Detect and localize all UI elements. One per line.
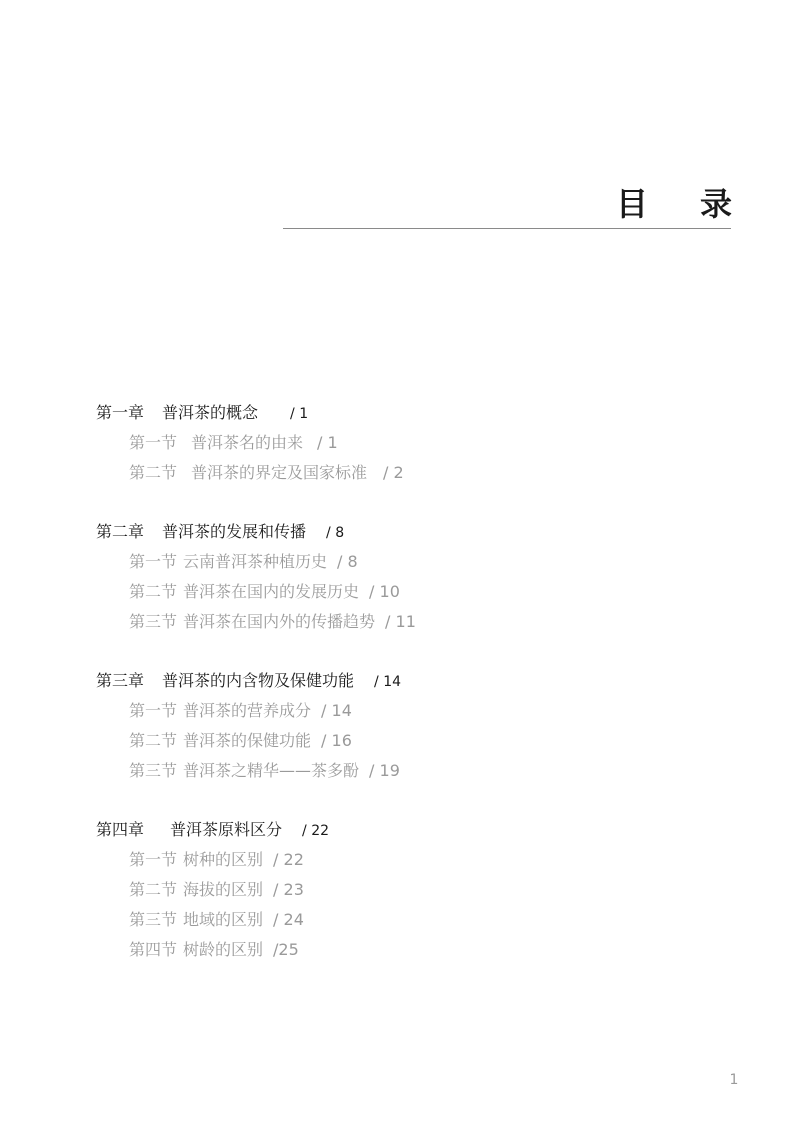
section-label: 第二节 bbox=[129, 880, 178, 899]
section-label: 第一节 bbox=[129, 433, 178, 452]
section-page: / 2 bbox=[383, 463, 404, 482]
section-label: 第二节 bbox=[129, 731, 178, 750]
section-entry[interactable] bbox=[96, 607, 756, 637]
section-entry[interactable] bbox=[96, 428, 756, 458]
section-page: / 19 bbox=[369, 761, 400, 780]
section-title: 普洱茶的保健功能 bbox=[183, 731, 312, 750]
section-page: / 23 bbox=[273, 880, 304, 899]
section-page: / 10 bbox=[369, 582, 400, 601]
page-number: 1 bbox=[729, 1072, 739, 1088]
section-entry[interactable] bbox=[96, 875, 756, 905]
chapter-page: / 14 bbox=[374, 674, 402, 690]
section-entry[interactable] bbox=[96, 726, 756, 756]
section-entry[interactable] bbox=[96, 935, 756, 965]
section-entry[interactable] bbox=[96, 696, 756, 726]
section-entry[interactable] bbox=[96, 905, 756, 935]
section-page: / 8 bbox=[337, 552, 358, 571]
section-title: 树种的区别 bbox=[183, 850, 264, 869]
section-label: 第一节 bbox=[129, 850, 178, 869]
section-page: / 16 bbox=[321, 731, 352, 750]
chapter-page: / 8 bbox=[326, 525, 345, 541]
section-entry[interactable] bbox=[96, 577, 756, 607]
section-entry[interactable] bbox=[96, 845, 756, 875]
chapter-label: 第一章 bbox=[96, 403, 145, 422]
chapter-title: 普洱茶的内含物及保健功能 bbox=[162, 671, 355, 690]
chapter-label: 第四章 bbox=[96, 820, 145, 839]
chapter-4 bbox=[96, 815, 756, 965]
chapter-page: / 22 bbox=[302, 823, 330, 839]
section-page: /25 bbox=[273, 940, 299, 959]
chapter-heading[interactable] bbox=[96, 398, 756, 428]
section-label: 第四节 bbox=[129, 940, 178, 959]
section-page: / 11 bbox=[385, 612, 416, 631]
section-label: 第三节 bbox=[129, 761, 178, 780]
section-page: / 22 bbox=[273, 850, 304, 869]
section-title: 普洱茶的界定及国家标准 bbox=[191, 463, 368, 482]
chapter-title: 普洱茶的发展和传播 bbox=[162, 522, 307, 541]
section-title: 普洱茶名的由来 bbox=[191, 433, 304, 452]
chapter-heading[interactable] bbox=[96, 666, 756, 696]
chapter-title: 普洱茶原料区分 bbox=[170, 820, 283, 839]
section-title: 普洱茶之精华——茶多酚 bbox=[183, 761, 360, 780]
section-label: 第二节 bbox=[129, 463, 178, 482]
section-entry[interactable] bbox=[96, 756, 756, 786]
section-page: / 24 bbox=[273, 910, 304, 929]
section-title: 普洱茶在国内的发展历史 bbox=[183, 582, 360, 601]
title-divider bbox=[283, 228, 731, 229]
section-label: 第一节 bbox=[129, 701, 178, 720]
section-page: / 1 bbox=[317, 433, 338, 452]
section-title: 树龄的区别 bbox=[183, 940, 264, 959]
section-entry[interactable] bbox=[96, 547, 756, 577]
section-title: 云南普洱茶种植历史 bbox=[183, 552, 328, 571]
chapter-label: 第三章 bbox=[96, 671, 145, 690]
section-page: / 14 bbox=[321, 701, 352, 720]
chapter-1 bbox=[96, 398, 756, 488]
section-label: 第三节 bbox=[129, 910, 178, 929]
chapter-2 bbox=[96, 517, 756, 637]
section-title: 地域的区别 bbox=[183, 910, 264, 929]
chapter-heading[interactable] bbox=[96, 815, 756, 845]
chapter-title: 普洱茶的概念 bbox=[162, 403, 259, 422]
section-title: 海拔的区别 bbox=[183, 880, 264, 899]
section-label: 第一节 bbox=[129, 552, 178, 571]
section-entry[interactable] bbox=[96, 458, 756, 488]
section-title: 普洱茶在国内外的传播趋势 bbox=[183, 612, 376, 631]
section-label: 第二节 bbox=[129, 582, 178, 601]
chapter-page: / 1 bbox=[290, 406, 309, 422]
page-title: 目录 bbox=[616, 185, 785, 223]
chapter-heading[interactable] bbox=[96, 517, 756, 547]
chapter-3 bbox=[96, 666, 756, 786]
section-title: 普洱茶的营养成分 bbox=[183, 701, 312, 720]
chapter-label: 第二章 bbox=[96, 522, 145, 541]
section-label: 第三节 bbox=[129, 612, 178, 631]
table-of-contents bbox=[96, 398, 756, 994]
